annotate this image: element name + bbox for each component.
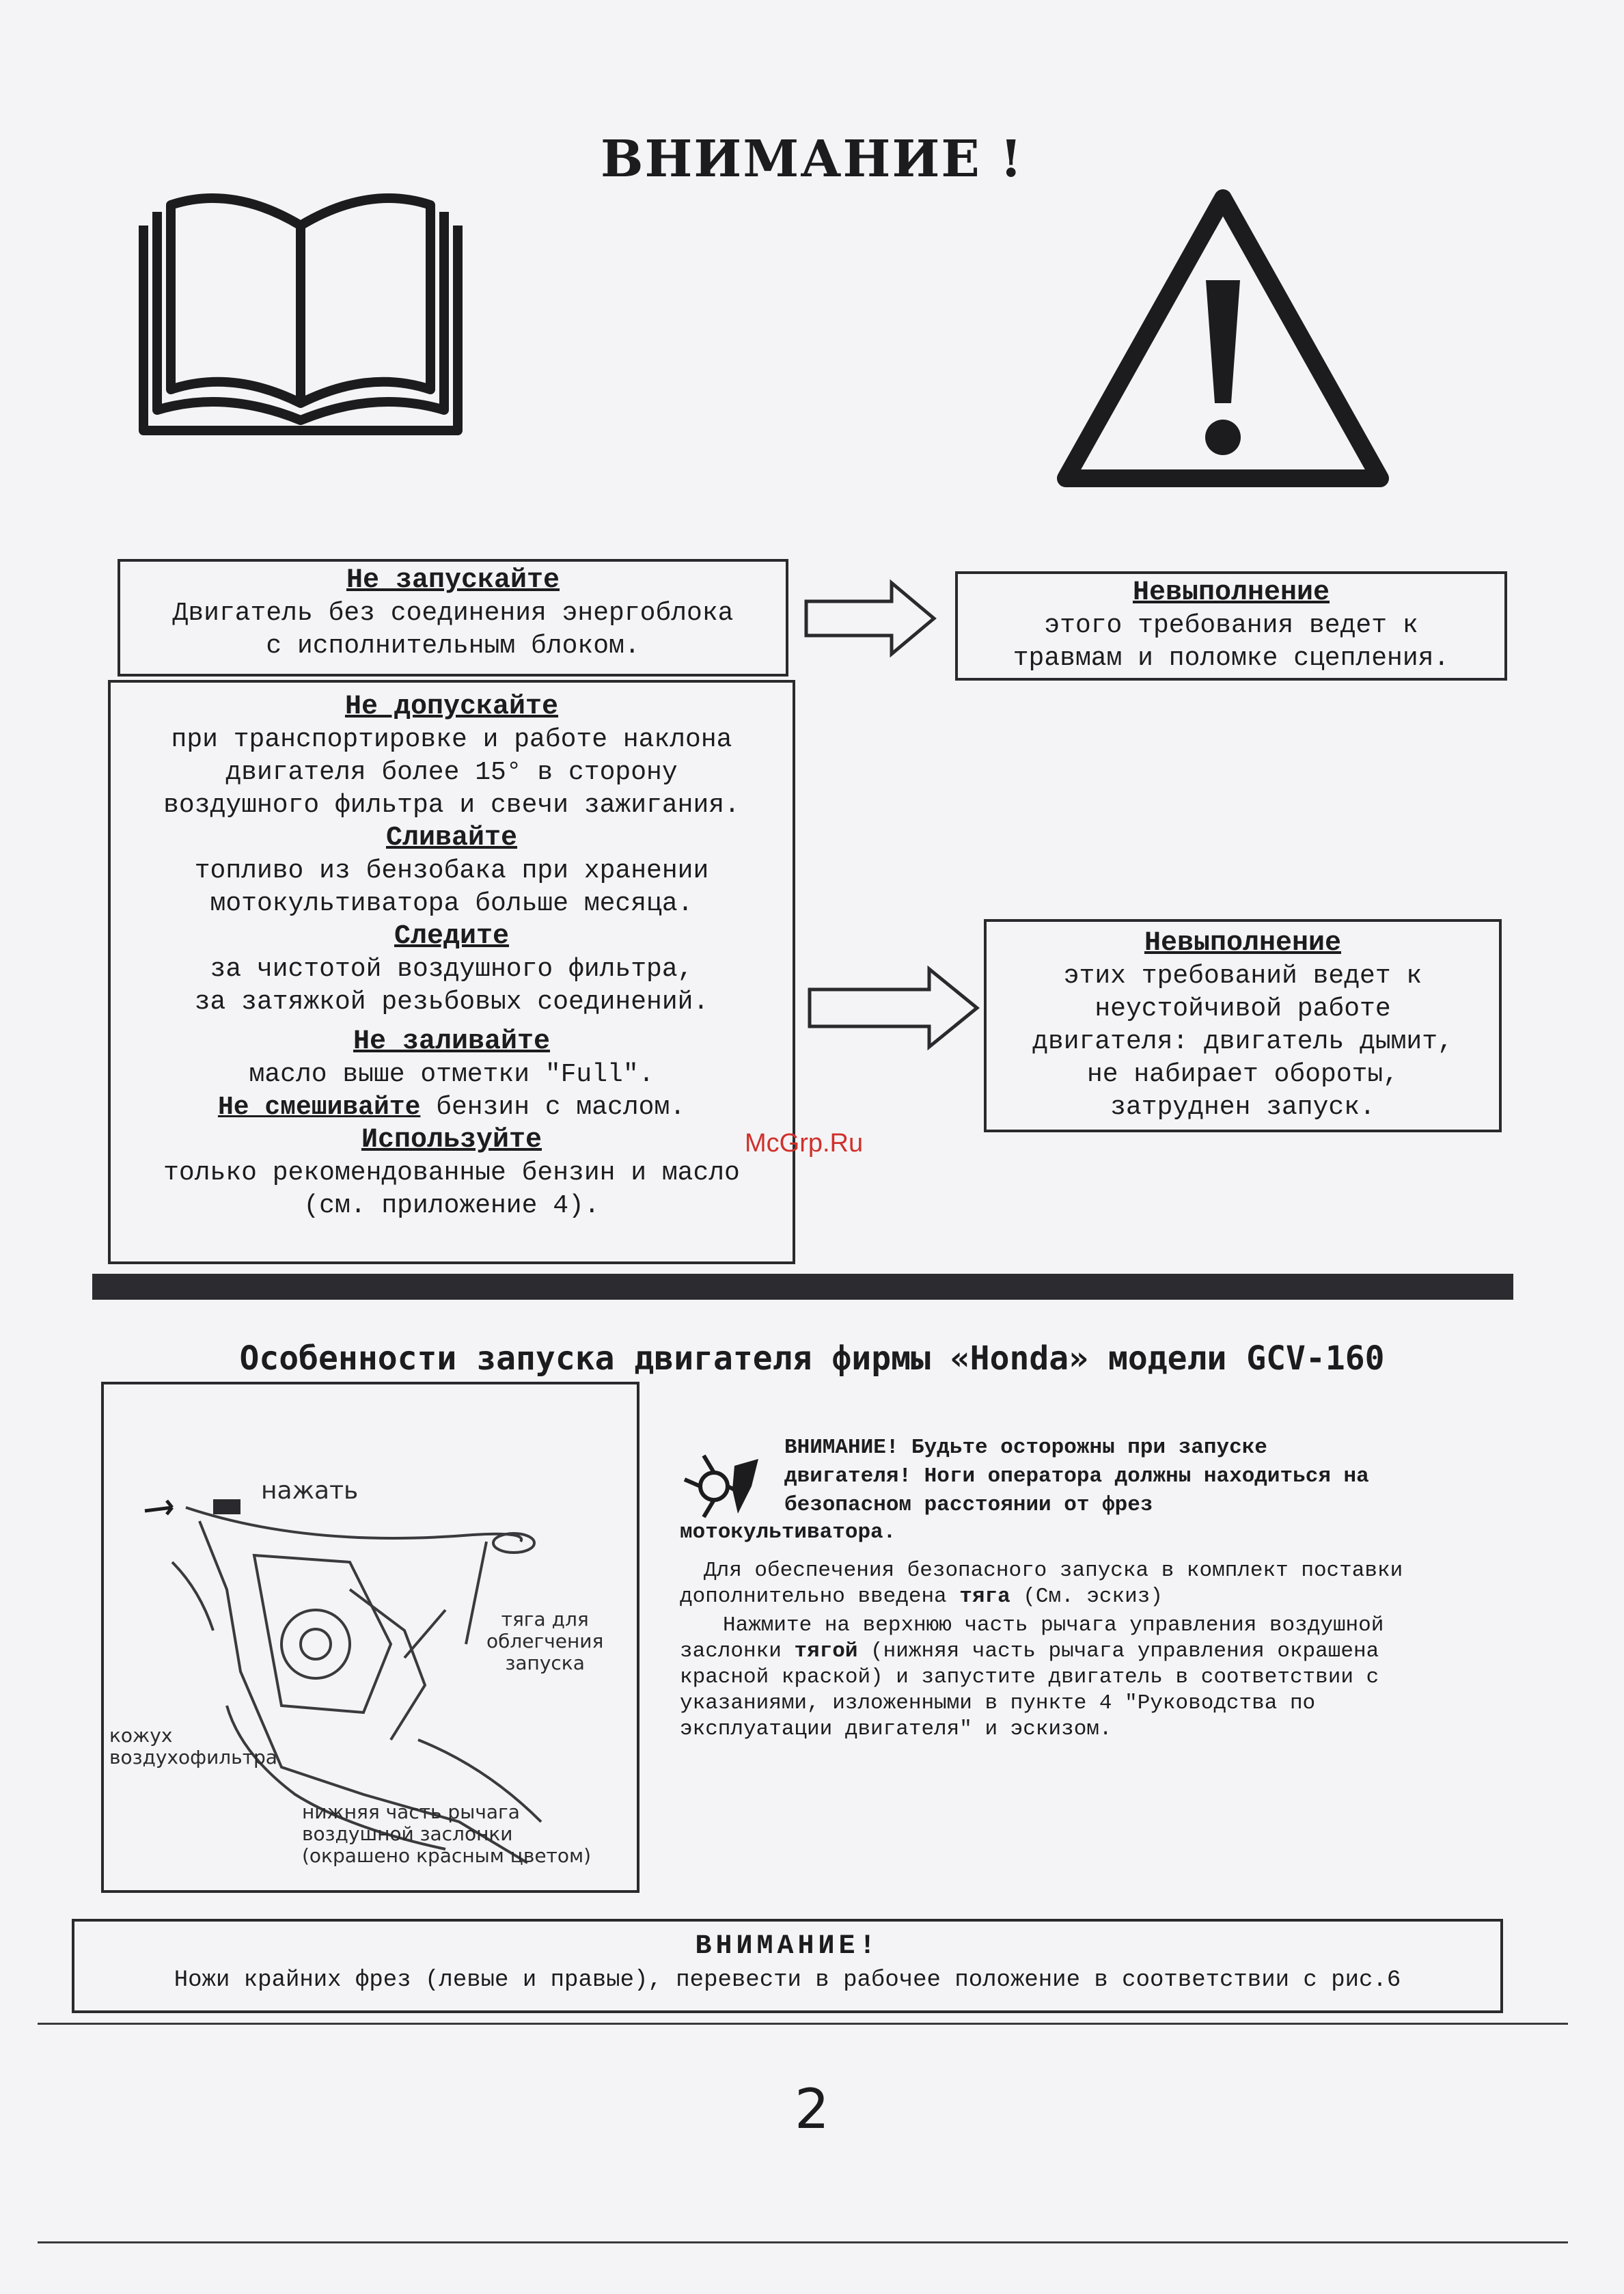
box3-text: за затяжкой резьбовых соединений.	[194, 987, 709, 1017]
notice-warning-line	[784, 1464, 1369, 1490]
bottom-box-heading: ВНИМАНИЕ!	[695, 1931, 880, 1962]
box3-text: мотокультиватора больше месяца.	[210, 889, 693, 918]
arrow-right-icon	[806, 964, 984, 1052]
box3-heading-4: Не заливайте	[353, 1026, 551, 1057]
box3-heading-2: Сливайте	[385, 823, 518, 854]
box4-line: двигателя: двигатель дымит,	[1032, 1027, 1453, 1056]
notice-text: (нижняя часть рычага управления окрашена	[857, 1639, 1379, 1663]
notice-p1-line: Для обеспечения безопасного запуска в комплект поставки	[704, 1559, 1403, 1583]
box1-heading: Не запускайте	[346, 565, 560, 596]
notice-p2-line	[680, 1639, 1379, 1665]
sketch-label-rod-line: тяга для	[501, 1608, 589, 1630]
notice-text: (См. эскиз)	[1010, 1585, 1163, 1609]
sketch-label-rod-line: облегчения	[486, 1630, 604, 1652]
box3-text: только рекомендованные бензин и масло	[163, 1158, 740, 1188]
box3-text: двигателя более 15° в сторону	[225, 758, 678, 787]
arrow-right-icon	[803, 577, 939, 659]
box3-text: топливо из бензобака при хранении	[194, 856, 709, 886]
box1-line-1: Двигатель без соединения энергоблока	[172, 599, 734, 628]
box-requirements	[108, 680, 795, 1264]
box3-heading-1: Не допускайте	[344, 692, 559, 722]
box3-heading-5: Не смешивайте	[217, 1093, 421, 1122]
sketch-label-rod-line: запуска	[505, 1652, 585, 1674]
notice-warning-line	[680, 1520, 896, 1546]
box4-line: не набирает обороты,	[1086, 1060, 1399, 1089]
sketch-label-lever-line: (окрашено красным цветом)	[302, 1844, 592, 1867]
sketch-label-lever	[302, 1801, 591, 1867]
notice-p2-line: указаниями, изложенными в пункте 4 "Руководства по	[680, 1691, 1316, 1715]
box3-text: (см. приложение 4).	[303, 1191, 600, 1220]
sketch-label-lever-line: нижняя часть рычага	[302, 1801, 520, 1823]
box-do-not-start	[118, 559, 788, 677]
notice-warning-text: мотокультиватора.	[680, 1520, 896, 1544]
notice-warning-line	[784, 1492, 1153, 1518]
engine-sketch	[101, 1382, 639, 1893]
page-rule-bottom	[38, 2241, 1568, 2243]
box2-heading: Невыполнение	[1132, 577, 1330, 608]
page-number: 2	[795, 2077, 829, 2141]
box3-text: при транспортировке и работе наклона	[171, 725, 732, 754]
box3-text: бензин с маслом.	[420, 1093, 686, 1122]
notice-warning-text: безопасном расстоянии от фрез	[784, 1493, 1153, 1517]
box1-line-2: с исполнительным блоком.	[266, 631, 640, 661]
notice-p1-line	[680, 1584, 1163, 1610]
box4-line: неустойчивой работе	[1095, 994, 1391, 1024]
notice-warning-text: ВНИМАНИЕ! Будьте осторожны при запуске	[784, 1436, 1267, 1460]
rotating-blades-danger-icon	[683, 1452, 765, 1520]
box3-text: воздушного фильтра и свечи зажигания.	[163, 791, 740, 820]
open-book-icon	[130, 185, 471, 444]
section-title: Особенности запуска двигателя фирмы «Honda» модели GCV-160	[239, 1339, 1385, 1378]
box3-text: за чистотой воздушного фильтра,	[210, 955, 693, 984]
warning-triangle-icon	[1052, 185, 1394, 492]
box2-line-1: этого требования ведет к	[1044, 611, 1418, 640]
box2-line-2: травмам и поломке сцепления.	[1013, 644, 1450, 673]
box3-text: масло выше отметки "Full".	[249, 1060, 655, 1089]
box3-heading-3: Следите	[394, 921, 510, 952]
notice-warning-text: двигателя! Ноги оператора должны находиться на	[784, 1464, 1369, 1488]
notice-p2-line: эксплуатации двигателя" и эскизом.	[680, 1717, 1112, 1741]
notice-p2-line: Нажмите на верхнюю часть рычага управления воздушной	[723, 1613, 1384, 1637]
box4-heading: Невыполнение	[1144, 928, 1342, 959]
notice-text: заслонки	[680, 1639, 795, 1663]
sketch-label-press: нажать	[261, 1477, 359, 1505]
sketch-label-rod	[486, 1609, 603, 1674]
watermark: McGrp.Ru	[745, 1129, 864, 1158]
sketch-label-cover-line: воздухофильтра	[109, 1746, 277, 1769]
sketch-label-cover-line: кожух	[109, 1724, 173, 1747]
box4-line: затруднен запуск.	[1110, 1093, 1375, 1122]
notice-bold-term: тягой	[794, 1639, 858, 1663]
bottom-box-text: Ножи крайних фрез (левые и правые), перевести в рабочее положение в соответствии с рис.6	[174, 1967, 1401, 1993]
sketch-label-cover	[109, 1725, 277, 1769]
box-blades-notice	[72, 1919, 1503, 2013]
page-rule-top	[38, 2023, 1568, 2025]
box-non-compliance-2	[984, 919, 1502, 1132]
box3-heading-6: Используйте	[361, 1125, 542, 1156]
page-title: ВНИМАНИЕ !	[600, 130, 1024, 189]
notice-bold-term: тяга	[959, 1585, 1010, 1609]
section-divider	[92, 1274, 1513, 1300]
box4-line: этих требований ведет к	[1063, 961, 1422, 991]
notice-warning-line	[784, 1435, 1267, 1461]
sketch-label-lever-line: воздушной заслонки	[302, 1822, 513, 1845]
box3-inline-line	[111, 1091, 793, 1124]
box-non-compliance-1	[955, 571, 1507, 681]
notice-text: дополнительно введена	[680, 1585, 960, 1609]
notice-p2-line: красной краской) и запустите двигатель в соответствии с	[680, 1665, 1379, 1689]
